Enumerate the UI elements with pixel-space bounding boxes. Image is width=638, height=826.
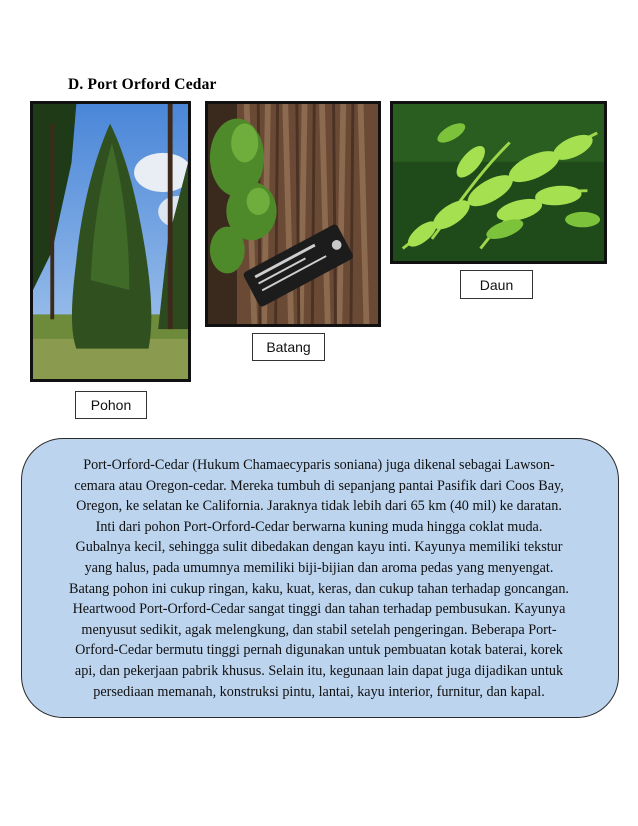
description-line: Inti dari pohon Port-Orford-Cedar berwarna kuning muda hingga coklat muda.: [95, 518, 543, 535]
description-line: menyusut sedikit, agak melengkung, dan stabil setelah pengeringan. Beberapa Port-: [81, 621, 557, 638]
trunk-caption: Batang: [252, 333, 325, 361]
description-text: [34, 455, 604, 702]
description-line: cemara atau Oregon-cedar. Mereka tumbuh di sepanjang pantai Pasifik dari Coos Bay,: [74, 477, 564, 494]
description-line: Batang pohon ini cukup ringan, kaku, kuat, keras, dan cukup tahan terhadap goncangan.: [69, 580, 569, 597]
leaf-photo: [390, 101, 607, 264]
tree-caption: Pohon: [75, 391, 147, 419]
leaf-caption: Daun: [460, 270, 533, 299]
description-line: yang halus, pada umumnya memiliki biji-bijian dan aroma pedas yang menyengat.: [84, 559, 554, 576]
description-line: persediaan memanah, konstruksi pintu, lantai, kayu interior, furnitur, dan kapal.: [93, 683, 545, 700]
description-line: Orford-Cedar bermutu tinggi pernah digunakan untuk pembuatan kotak baterai, korek: [75, 642, 563, 659]
description-line: Gubalnya kecil, sehingga sulit dibedakan dengan kayu inti. Kayunya memiliki tekstur: [75, 539, 563, 556]
trunk-photo: [205, 101, 381, 327]
description-line: Heartwood Port-Orford-Cedar sangat tinggi dan tahan terhadap pembusukan. Kayunya: [72, 601, 566, 618]
tree-photo: [30, 101, 191, 382]
section-title: D. Port Orford Cedar: [68, 76, 217, 93]
description-line: api, dan pekerjaan pabrik khusus. Selain itu, kegunaan lain dapat juga dijadikan untuk: [74, 662, 564, 679]
description-line: Oregon, ke selatan ke California. Jaraknya tidak lebih dari 65 km (40 mil) ke daratan.: [76, 498, 562, 515]
description-line: Port-Orford-Cedar (Hukum Chamaecyparis soniana) juga dikenal sebagai Lawson-: [83, 457, 555, 473]
